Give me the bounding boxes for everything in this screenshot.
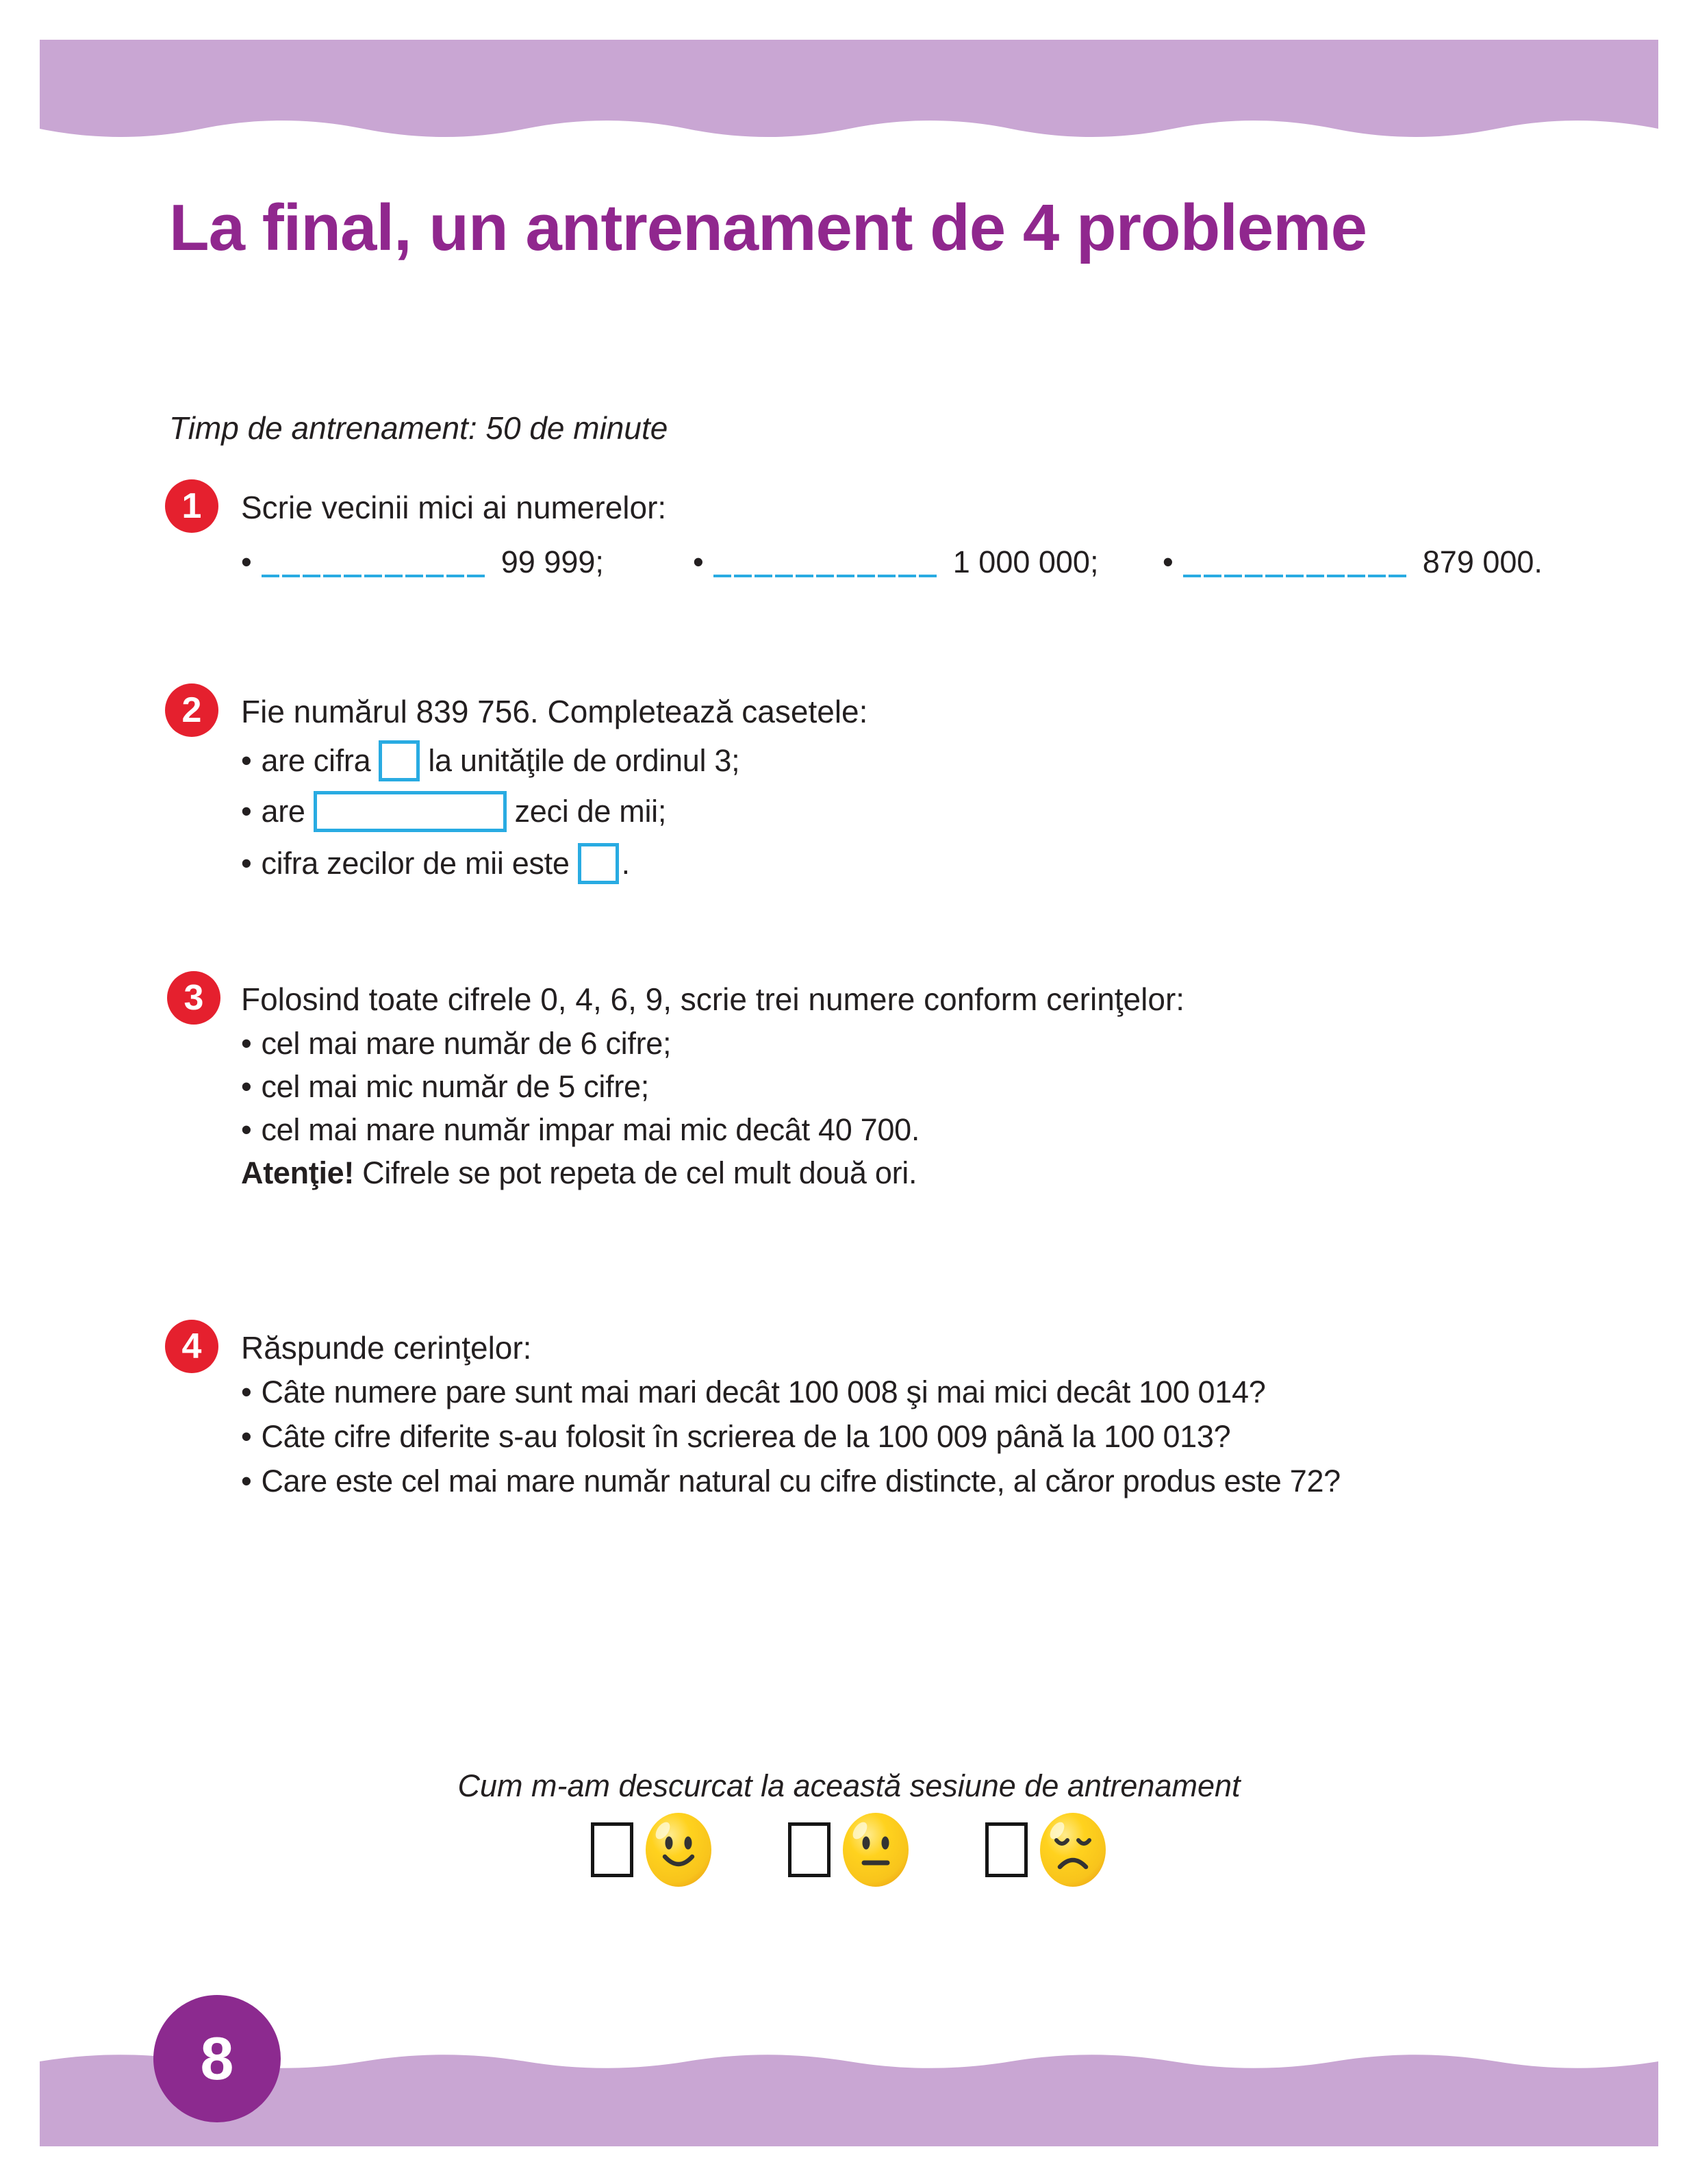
bullet-text-post: la unităţile de ordinul 3; [428,743,740,778]
rating-checkbox-neutral[interactable] [788,1822,831,1877]
problem-2-bullet [241,789,666,834]
bullet-text: cel mai mare număr de 6 cifre; [261,1026,672,1061]
rating-option-sad [985,1811,1107,1888]
neighbor-number-label: 99 999; [500,544,604,579]
problem-4-bullet [241,1464,1341,1499]
bullet-text: cel mai mic număr de 5 cifre; [261,1069,649,1104]
bullet-dot: • [241,1464,252,1498]
answer-blank[interactable] [1183,550,1409,577]
header-wave-band [40,40,1658,142]
page-title: La final, un antrenament de 4 probleme [169,191,1367,264]
bullet-text: Câte numere pare sunt mai mari decât 100 008 şi mai mici decât 100 014? [261,1375,1266,1409]
problem-2-badge [165,683,218,737]
note-attention-label: Atenţie! [241,1155,355,1190]
problem-1-answer-item [693,544,1098,580]
note-text: Cifrele se pot repeta de cel mult două ori. [362,1155,917,1190]
rating-checkbox-happy[interactable] [591,1822,633,1877]
problem-3-heading: Folosind toate cifrele 0, 4, 6, 9, scrie trei numere conform cerinţelor: [241,981,1185,1017]
bullet-dot: • [241,846,252,881]
problem-3-number: 3 [183,978,204,1018]
problem-1-answer-item [241,544,604,580]
problem-2-bullet [241,841,630,886]
bullet-dot: • [241,1375,252,1409]
answer-box[interactable] [379,740,420,781]
bullet-dot: • [241,743,252,778]
answer-blank[interactable] [713,550,939,577]
neighbor-number-label: 1 000 000; [952,544,1099,579]
training-time-note: Timp de antrenament: 50 de minute [169,410,668,446]
bullet-dot: • [241,1419,252,1454]
problem-2-number: 2 [181,690,202,730]
bullet-text: cel mai mare număr impar mai mic decât 40 700. [261,1112,920,1147]
rating-checkbox-sad[interactable] [985,1822,1028,1877]
bullet-dot: • [241,1026,252,1061]
page-number-badge [153,1995,281,2122]
sad-face-icon [1039,1811,1107,1888]
page-number: 8 [200,2024,234,2092]
problem-3-bullet [241,1069,649,1105]
bullet-dot: • [241,1069,252,1104]
bullet-text-pre: are [261,794,305,829]
answer-box[interactable] [314,791,507,832]
problem-3-note [241,1155,917,1191]
bullet-dot: • [241,794,252,829]
self-assessment-rating-row [0,1811,1698,1888]
bullet-dot: • [1163,544,1174,579]
problem-3-bullet [241,1112,920,1148]
neighbor-number-label: 879 000. [1422,544,1543,579]
neutral-face-icon [841,1811,910,1888]
bullet-dot: • [241,544,252,579]
problem-2-heading: Fie numărul 839 756. Completează casetele: [241,694,868,729]
problem-1-badge [165,479,218,533]
problem-3-badge [167,971,220,1025]
problem-4-badge [165,1320,218,1373]
bullet-text-pre: cifra zecilor de mii este [261,846,570,881]
bullet-text: Care este cel mai mare număr natural cu cifre distincte, al căror produs este 72? [261,1464,1341,1498]
problem-4-bullet [241,1375,1265,1410]
bullet-text-post: zeci de mii; [514,794,667,829]
self-assessment-question: Cum m-am descurcat la această sesiune de antrenament [457,1768,1241,1803]
problem-1-heading: Scrie vecinii mici ai numerelor: [241,490,667,525]
bullet-text: Câte cifre diferite s-au folosit în scrierea de la 100 009 până la 100 013? [261,1419,1231,1454]
problem-1-answer-item [1163,544,1543,580]
problem-4-number: 4 [181,1327,202,1366]
rating-option-neutral [788,1811,910,1888]
problem-2-bullet [241,738,739,783]
bullet-text-pre: are cifra [261,743,371,778]
answer-blank[interactable] [262,550,487,577]
answer-box[interactable] [578,843,619,884]
problem-4-heading: Răspunde cerinţelor: [241,1330,532,1366]
problem-4-bullet [241,1419,1230,1455]
rating-option-happy [591,1811,713,1888]
problem-1-number: 1 [181,486,202,526]
footer-wave-band [40,2050,1658,2146]
bullet-dot: • [241,1112,252,1147]
bullet-dot: • [693,544,704,579]
bullet-text-post: . [621,846,630,881]
happy-face-icon [644,1811,713,1888]
problem-3-bullet [241,1026,671,1062]
